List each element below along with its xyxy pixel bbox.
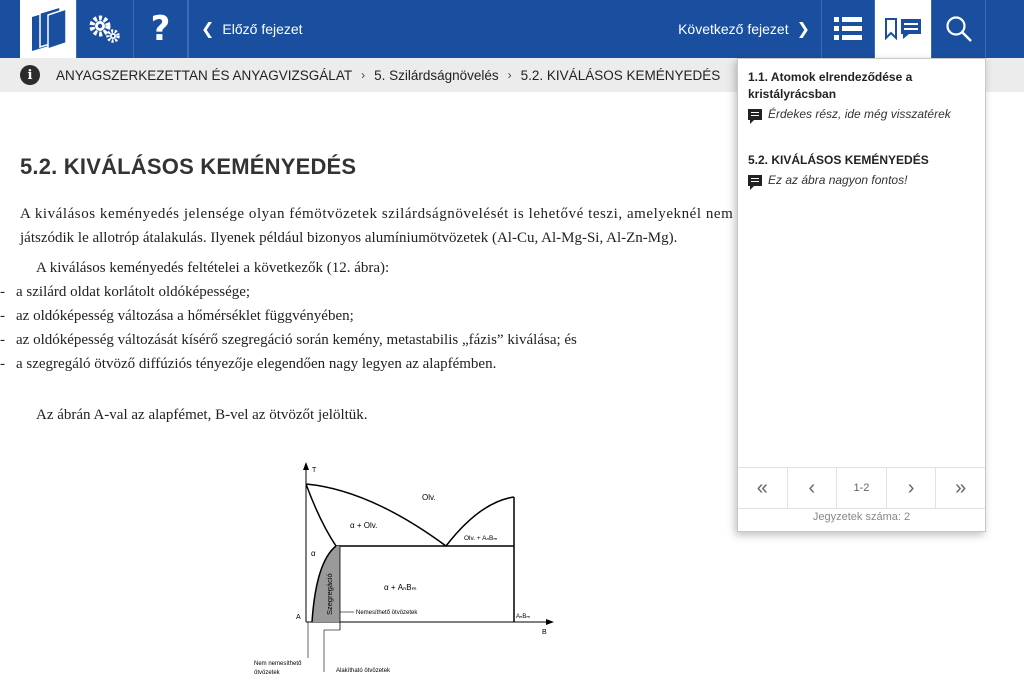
question-icon: ? xyxy=(150,9,171,49)
info-icon[interactable]: i xyxy=(20,65,40,85)
label-alakithato: Alakítható ötvözetek xyxy=(336,668,391,674)
search-button[interactable] xyxy=(931,0,986,58)
list-item-text: az oldóképesség változását kísérő szegregáció során kemény, metastabilis „fázis” kiválása; és xyxy=(16,332,577,348)
list-item-text: a szegregáló ötvöző diffúziós tényezője elegendően nagy legyen az alapfémben. xyxy=(16,356,497,372)
note-title[interactable]: 5.2. KIVÁLÁSOS KEMÉNYEDÉS xyxy=(748,153,929,167)
region-olv-ab: Olv. + AₙBₘ xyxy=(464,535,498,542)
note-item[interactable] xyxy=(748,152,978,187)
note-text: Érdekes rész, ide még visszatérek xyxy=(768,107,951,121)
list-item: - az oldóképesség változását kísérő szegregáció során kemény, metastabilis „fázis” kiválása; és xyxy=(0,332,577,348)
gears-icon xyxy=(88,14,122,44)
paragraph-note: Az ábrán A-val az alapfémet, B-vel az ötvözőt jelöltük. xyxy=(36,407,368,423)
help-button[interactable] xyxy=(134,0,188,58)
chevron-right-icon: › xyxy=(907,476,915,499)
paragraph-line: A kiválásos keményedés jelensége olyan fémötvözetek szilárdságnövelését is lehetővé teszi, amelyeknél nem xyxy=(20,206,734,222)
breadcrumb-item-chapter[interactable]: 5. Szilárdságnövelés xyxy=(374,67,499,83)
list-item: - a szegregáló ötvöző diffúziós tényezője elegendően nagy legyen az alapfémben. xyxy=(0,356,497,372)
label-nem-nemesitheto-1: Nem nemesíthető xyxy=(254,661,302,667)
axis-b-label: B xyxy=(542,629,547,636)
note-body xyxy=(748,107,978,121)
previous-chapter-label: Előző fejezet xyxy=(222,21,303,37)
breadcrumb-item-book[interactable]: ANYAGSZERKEZETTAN ÉS ANYAGVIZSGÁLAT xyxy=(56,67,353,83)
search-icon xyxy=(945,15,973,43)
note-title[interactable]: 1.1. Atomok elrendeződése a kristályrácsban xyxy=(748,70,913,101)
chevron-left-icon: ❮ xyxy=(201,21,215,38)
notes-panel xyxy=(737,58,986,532)
list-item: - a szilárd oldat korlátolt oldóképessége; xyxy=(0,284,251,300)
prev-page-button[interactable] xyxy=(788,468,838,508)
note-item[interactable] xyxy=(748,69,978,121)
first-page-button[interactable] xyxy=(738,468,788,508)
top-navigation-bar xyxy=(0,0,1024,58)
chevron-right-icon: ❯ xyxy=(796,21,810,38)
chevron-left-icon: ‹ xyxy=(808,476,816,499)
region-alpha-olv: α + Olv. xyxy=(350,521,378,530)
breadcrumb-item-section[interactable]: 5.2. KIVÁLÁSOS KEMÉNYEDÉS xyxy=(520,67,721,83)
paragraph-line: játszódik le allotróp átalakulás. Ilyenek például bizonyos alumíniumötvözetek (Al-Cu, Al-Mg-Si, Al-Zn-Mg). xyxy=(20,230,678,246)
bookmark-notes-icon xyxy=(883,17,923,41)
breadcrumb-separator: › xyxy=(507,68,512,82)
list-item-text: az oldóképesség változása a hőmérséklet függvényében; xyxy=(16,308,354,324)
region-alpha-ab: α + AₙBₘ xyxy=(384,583,417,592)
axis-a-label: A xyxy=(296,614,301,621)
region-alpha: α xyxy=(311,549,316,558)
label-nemesitheto: Nemesíthető ötvözetek xyxy=(356,610,418,616)
list-item-text: a szilárd oldat korlátolt oldóképessége; xyxy=(16,284,251,300)
next-chapter-button[interactable] xyxy=(678,0,822,58)
region-olv: Olv. xyxy=(422,493,436,502)
double-chevron-left-icon: « xyxy=(756,476,768,499)
previous-chapter-button[interactable] xyxy=(188,0,303,58)
phase-diagram xyxy=(250,462,570,681)
double-chevron-right-icon: » xyxy=(955,476,967,499)
region-szegregacio: Szegregáció xyxy=(325,573,334,615)
page-indicator: 1-2 xyxy=(837,468,887,508)
next-page-button[interactable] xyxy=(887,468,937,508)
axis-t-label: T xyxy=(312,467,317,474)
last-page-button[interactable] xyxy=(936,468,985,508)
comment-icon xyxy=(748,109,762,120)
books-icon xyxy=(28,7,68,51)
note-text: Ez az ábra nagyon fontos! xyxy=(768,173,908,187)
notes-count: Jegyzetek száma: 2 xyxy=(812,511,911,523)
page-title: 5.2. KIVÁLÁSOS KEMÉNYEDÉS xyxy=(20,154,357,179)
comment-icon xyxy=(748,175,762,186)
list-item: - az oldóképesség változása a hőmérséklet függvényében; xyxy=(0,308,354,324)
table-of-contents-button[interactable] xyxy=(822,0,875,58)
library-logo-button[interactable] xyxy=(20,0,77,58)
list-icon xyxy=(834,16,862,42)
settings-button[interactable] xyxy=(77,0,134,58)
breadcrumb-separator: › xyxy=(361,68,366,82)
label-anbm: AₙBₘ xyxy=(516,614,531,620)
label-nem-nemesitheto-2: ötvözetek xyxy=(254,670,280,676)
next-chapter-label: Következő fejezet xyxy=(678,21,789,37)
note-body xyxy=(748,173,978,187)
notes-button[interactable] xyxy=(875,0,931,58)
notes-pager xyxy=(738,467,985,509)
paragraph-intro: A kiválásos keményedés feltételei a következők (12. ábra): xyxy=(36,260,390,276)
